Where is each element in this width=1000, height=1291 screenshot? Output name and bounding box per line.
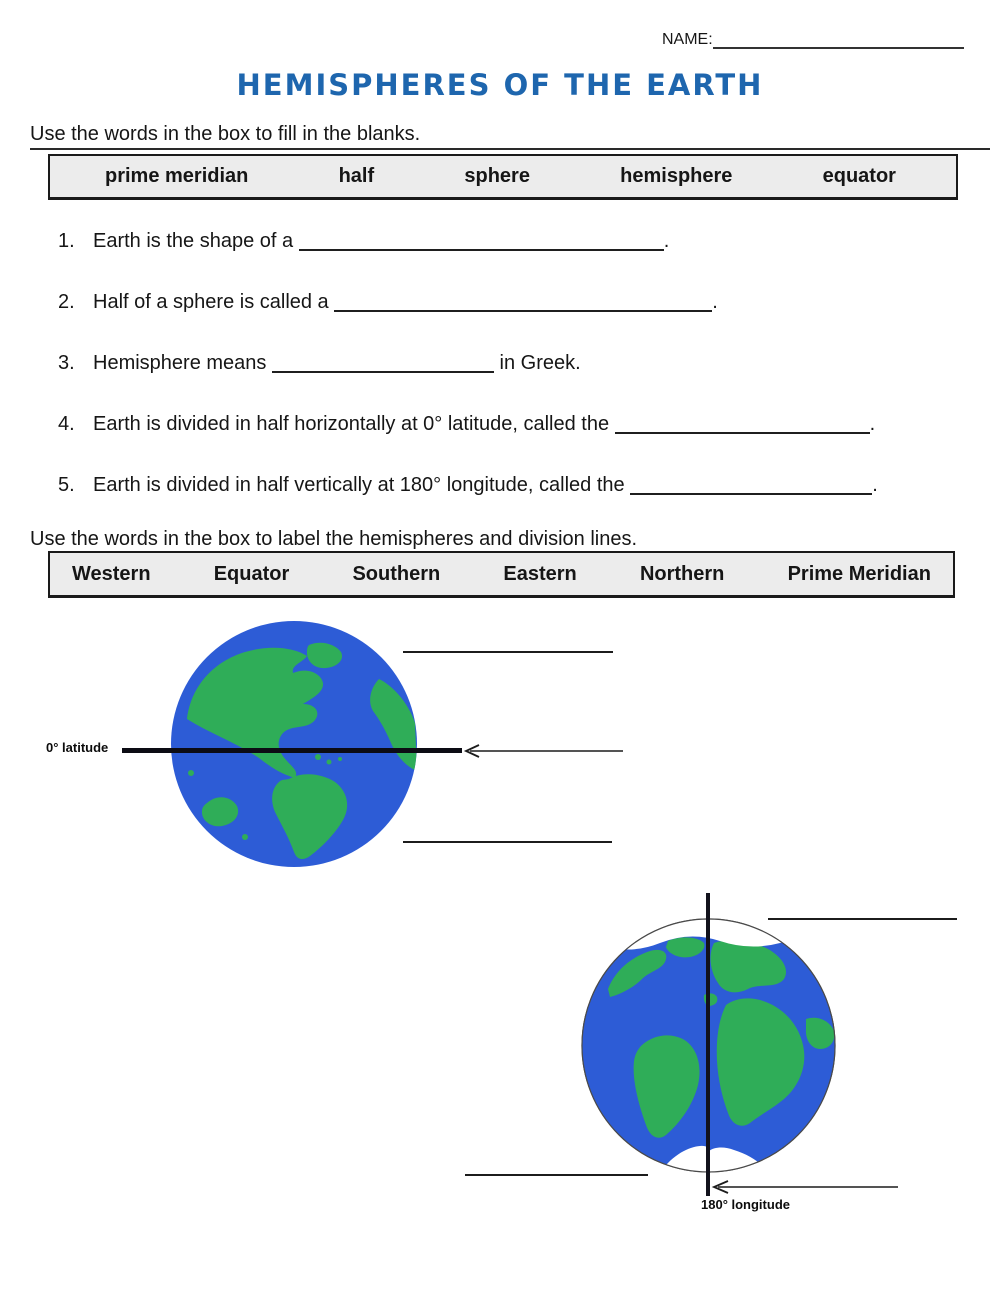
answer-blank-5[interactable] — [630, 473, 872, 495]
island — [338, 757, 342, 761]
page-title: HEMISPHERES OF THE EARTH — [236, 68, 764, 102]
word-bank-word: equator — [822, 165, 896, 187]
question-text: Half of a sphere is called a — [93, 291, 329, 313]
word-bank-1 — [48, 154, 958, 200]
question-number: 5. — [58, 474, 75, 496]
word-bank-word: Eastern — [503, 562, 577, 585]
question-text: Earth is the shape of a — [93, 230, 294, 252]
word-bank-word: Southern — [352, 562, 441, 585]
island — [327, 760, 332, 765]
word-bank-word: Northern — [639, 562, 725, 585]
arrow-to-equator-line[interactable] — [462, 743, 625, 759]
word-bank-word: hemisphere — [620, 165, 733, 187]
question-text: Earth is divided in half vertically at 180° longitude, called the — [93, 474, 625, 496]
label-line-northern[interactable] — [403, 651, 613, 653]
word-bank-word: Prime Meridian — [787, 562, 931, 585]
question-text-post: . — [869, 413, 876, 435]
question-number: 1. — [58, 230, 75, 252]
word-bank-2 — [48, 551, 955, 598]
label-line-western[interactable] — [465, 1174, 648, 1176]
word-bank-word: sphere — [464, 165, 530, 187]
island — [242, 834, 248, 840]
island — [188, 770, 194, 776]
prime-meridian-axis-label: 180° longitude — [701, 1197, 790, 1212]
answer-blank-2[interactable] — [334, 290, 712, 312]
word-bank-word: Equator — [213, 562, 290, 585]
question-text-post: in Greek. — [499, 352, 581, 374]
island — [315, 754, 321, 760]
question-1 — [58, 229, 669, 253]
question-number: 2. — [58, 291, 75, 313]
answer-blank-3[interactable] — [272, 351, 494, 373]
globe-western-hemisphere — [171, 621, 417, 867]
equator-axis-label: 0° latitude — [46, 740, 109, 755]
question-2 — [58, 290, 718, 314]
question-4 — [58, 412, 875, 436]
name-row — [662, 29, 964, 49]
arrow-to-prime-meridian-line[interactable] — [710, 1179, 900, 1195]
word-bank-word: Western — [72, 562, 151, 585]
question-3 — [58, 351, 581, 375]
equator-line — [122, 748, 462, 753]
question-number: 3. — [58, 352, 75, 374]
word-bank-word: prime meridian — [105, 165, 249, 187]
question-text-post: . — [663, 230, 670, 252]
question-5 — [58, 473, 878, 497]
question-text: Earth is divided in half horizontally at 0° latitude, called the — [93, 413, 610, 435]
label-line-southern[interactable] — [403, 841, 612, 843]
question-text: Hemisphere means — [93, 352, 267, 374]
section2-instruction: Use the words in the box to label the hemispheres and division lines. — [30, 528, 638, 550]
name-input-line[interactable] — [713, 29, 964, 49]
label-line-eastern[interactable] — [768, 918, 957, 920]
question-text-post: . — [712, 291, 718, 313]
answer-blank-1[interactable] — [299, 229, 664, 251]
question-text-post: . — [872, 474, 878, 496]
answer-blank-4[interactable] — [615, 412, 870, 434]
word-bank-word: half — [338, 165, 375, 187]
section1-instruction: Use the words in the box to fill in the blanks. — [30, 123, 990, 150]
name-label: NAME: — [662, 31, 713, 48]
prime-meridian-line — [706, 893, 710, 1196]
question-number: 4. — [58, 413, 75, 435]
